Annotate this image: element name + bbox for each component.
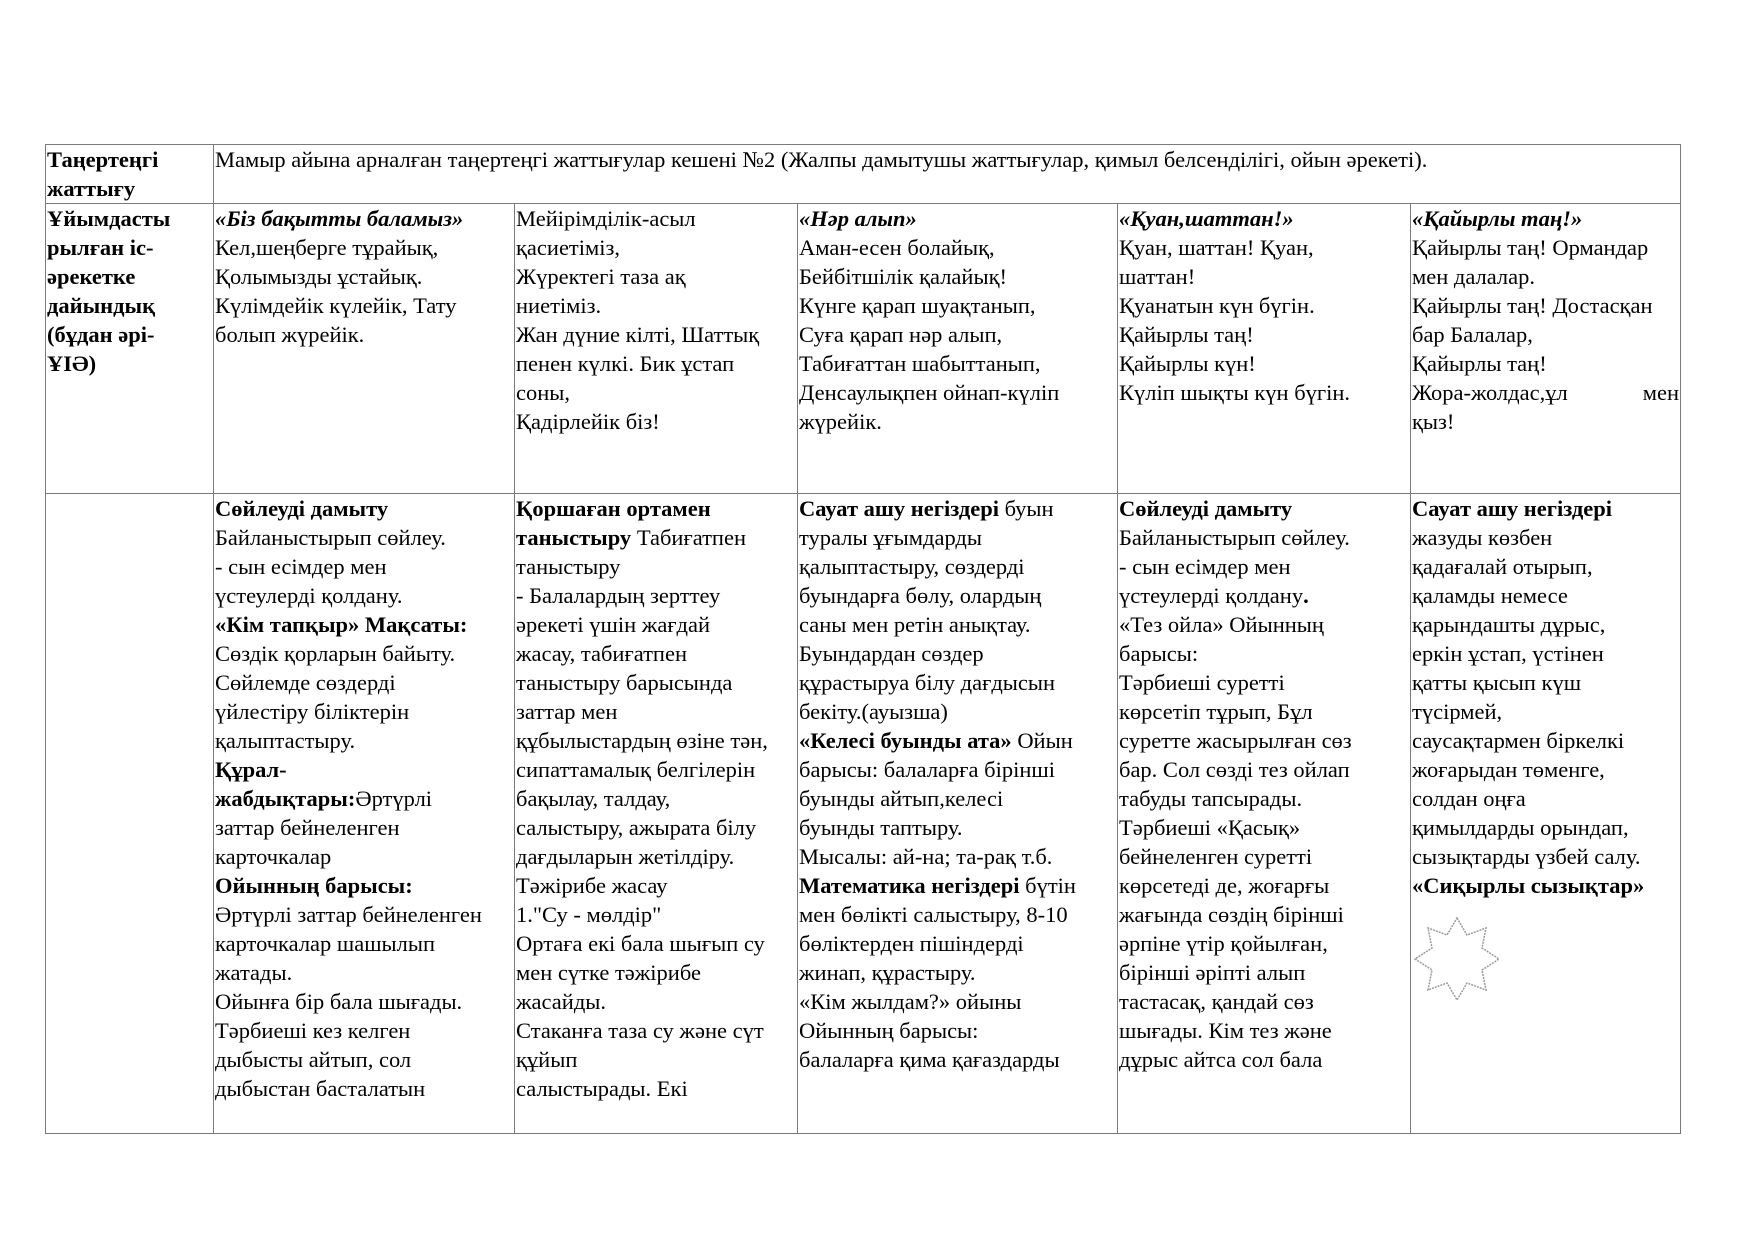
morning-exercise-row [46,145,1681,204]
organized-activity-label: Ұйымдасты рылған іс- әрекетке дайындық (бұдан әрі- ҰІӘ) [46,204,214,494]
lesson-cell-3: Сауат ашу негіздері буын туралы ұғымдарды қалыптастыру, сөздерді буындарға бөлу, олардың саны мен ретін анықтау. Буындардан сөздер құрастыруа білу дағдысын бекіту.(ауызша) «Келесі буынды ата» Ойын барысы: балаларға бірінші буынды айтып,келесі буынды таптыру. Мысалы: ай-на; та-рақ т.б. Математика негіздері бүтін мен бөлікті салыстыру, 8-10 бөліктерден пішіндерді жинап, құрастыру. «Кім жылдам?» ойыны Ойынның барысы: балаларға қима қағаздарды [798,494,1118,1134]
morning-exercise-label: Таңертеңгі жаттығу [46,145,214,204]
poem-title: «Нәр алып» [799,206,917,231]
lesson-cell-2: Қоршаған ортамен таныстыру Табиғатпен таныстыру - Балалардың зерттеу әрекеті үшін жағдай жасау, табиғатпен таныстыру барысында заттар мен құбылыстардың өзіне тән, сипаттамалық белгілерін бақылау, талдау, салыстыру, ажырата білу дағдыларын жетілдіру. Тәжірибе жасау 1."Су - мөлдір" Ортаға екі бала шығып су мен сүтке тәжірибе жасайды. Стаканға таза су және сүт құйып салыстырады. Екі [515,494,798,1134]
poem-title: «Қайырлы таң!» [1412,206,1583,231]
poem-cell-3: «Нәр алып» Аман-есен болайық, Бейбітшілік қалайық! Күнге қарап шуақтанып, Суға қарап нәр алып, Табиғаттан шабыттанып, Денсаулықпен ойнап-күліп жүрейік. [798,204,1118,494]
poem-cell-2: Мейірімділік-асыл қасиетіміз, Жүректегі таза ақ ниетіміз. Жан дүние кілті, Шаттық пенен күлкі. Бик ұстап соны, Қадірлейік біз! [515,204,798,494]
lesson-cell-4: Сөйлеуді дамыту Байланыстырып сөйлеу. - сын есімдер мен үстеулерді қолдану. «Тез ойла» Ойынның барысы: Тәрбиеші суретті көрсетіп тұрып, Бұл суретте жасырылған сөз бар. Сол сөзді тез ойлап табуды тапсырады. Тәрбиеші «Қасық» бейнеленген суретті көрсетеді де, жоғарғы жағында сөздің бірінші әрпіне үтір қойылған, бірінші әріпті алып тастасақ, қандай сөз шығады. Кім тез және дұрыс айтса сол бала [1118,494,1411,1134]
poem-title: «Біз бақытты баламыз» [215,206,464,231]
poem-cell-1: «Біз бақытты баламыз» Кел,шеңберге тұрайық, Қолымызды ұстайық. Күлімдейік күлейік, Тату болып жүрейік. [214,204,515,494]
empty-label-cell [46,494,214,1134]
lesson-cell-5: Сауат ашу негіздері жазуды көзбен қадағалай отырып, қаламды немесе қарындашты дұрыс, еркін ұстап, үстінен қатты қысып күш түсірмей, саусақтармен біркелкі жоғарыдан төменге, солдан оңға қимылдарды орындап, сызықтарды үзбей салу. «Сиқырлы сызықтар» [1411,494,1681,1134]
poem-title: «Қуан,шаттан!» [1119,206,1294,231]
star-outline [1415,918,1499,1000]
poem-cell-5: «Қайырлы таң!» Қайырлы таң! Ормандар мен далалар. Қайырлы таң! Достасқан бар Балалар, Қайырлы таң! Жора-жолдас,ұл мен қыз! [1411,204,1681,494]
lessons-row [46,494,1681,1134]
lesson-cell-1: Сөйлеуді дамыту Байланыстырып сөйлеу. - сын есімдер мен үстеулерді қолдану. «Кім тапқыр» Мақсаты: Сөздік қорларын байыту. Сөйлемде сөздерді үйлестіру біліктерін қалыптастыру. Құрал- жабдықтары:Әртүрлі заттар бейнеленген карточкалар Ойынның барысы: Әртүрлі заттар бейнеленген карточкалар шашылып жатады. Ойынға бір бала шығады. Тәрбиеші кез келген дыбысты айтып, сол дыбыстан басталатын [214,494,515,1134]
poem-cell-4: «Қуан,шаттан!» Қуан, шаттан! Қуан, шаттан! Қуанатын күн бүгін. Қайырлы таң! Қайырлы күн! Күліп шықты күн бүгін. [1118,204,1411,494]
organized-activity-row [46,204,1681,494]
morning-exercise-description: Мамыр айына арналған таңертеңгі жаттығулар кешені №2 (Жалпы дамытушы жаттығулар, қимыл белсенділігі, ойын әрекеті). [214,145,1681,204]
plan-table [45,144,1681,1134]
star-icon [1412,914,1502,1004]
